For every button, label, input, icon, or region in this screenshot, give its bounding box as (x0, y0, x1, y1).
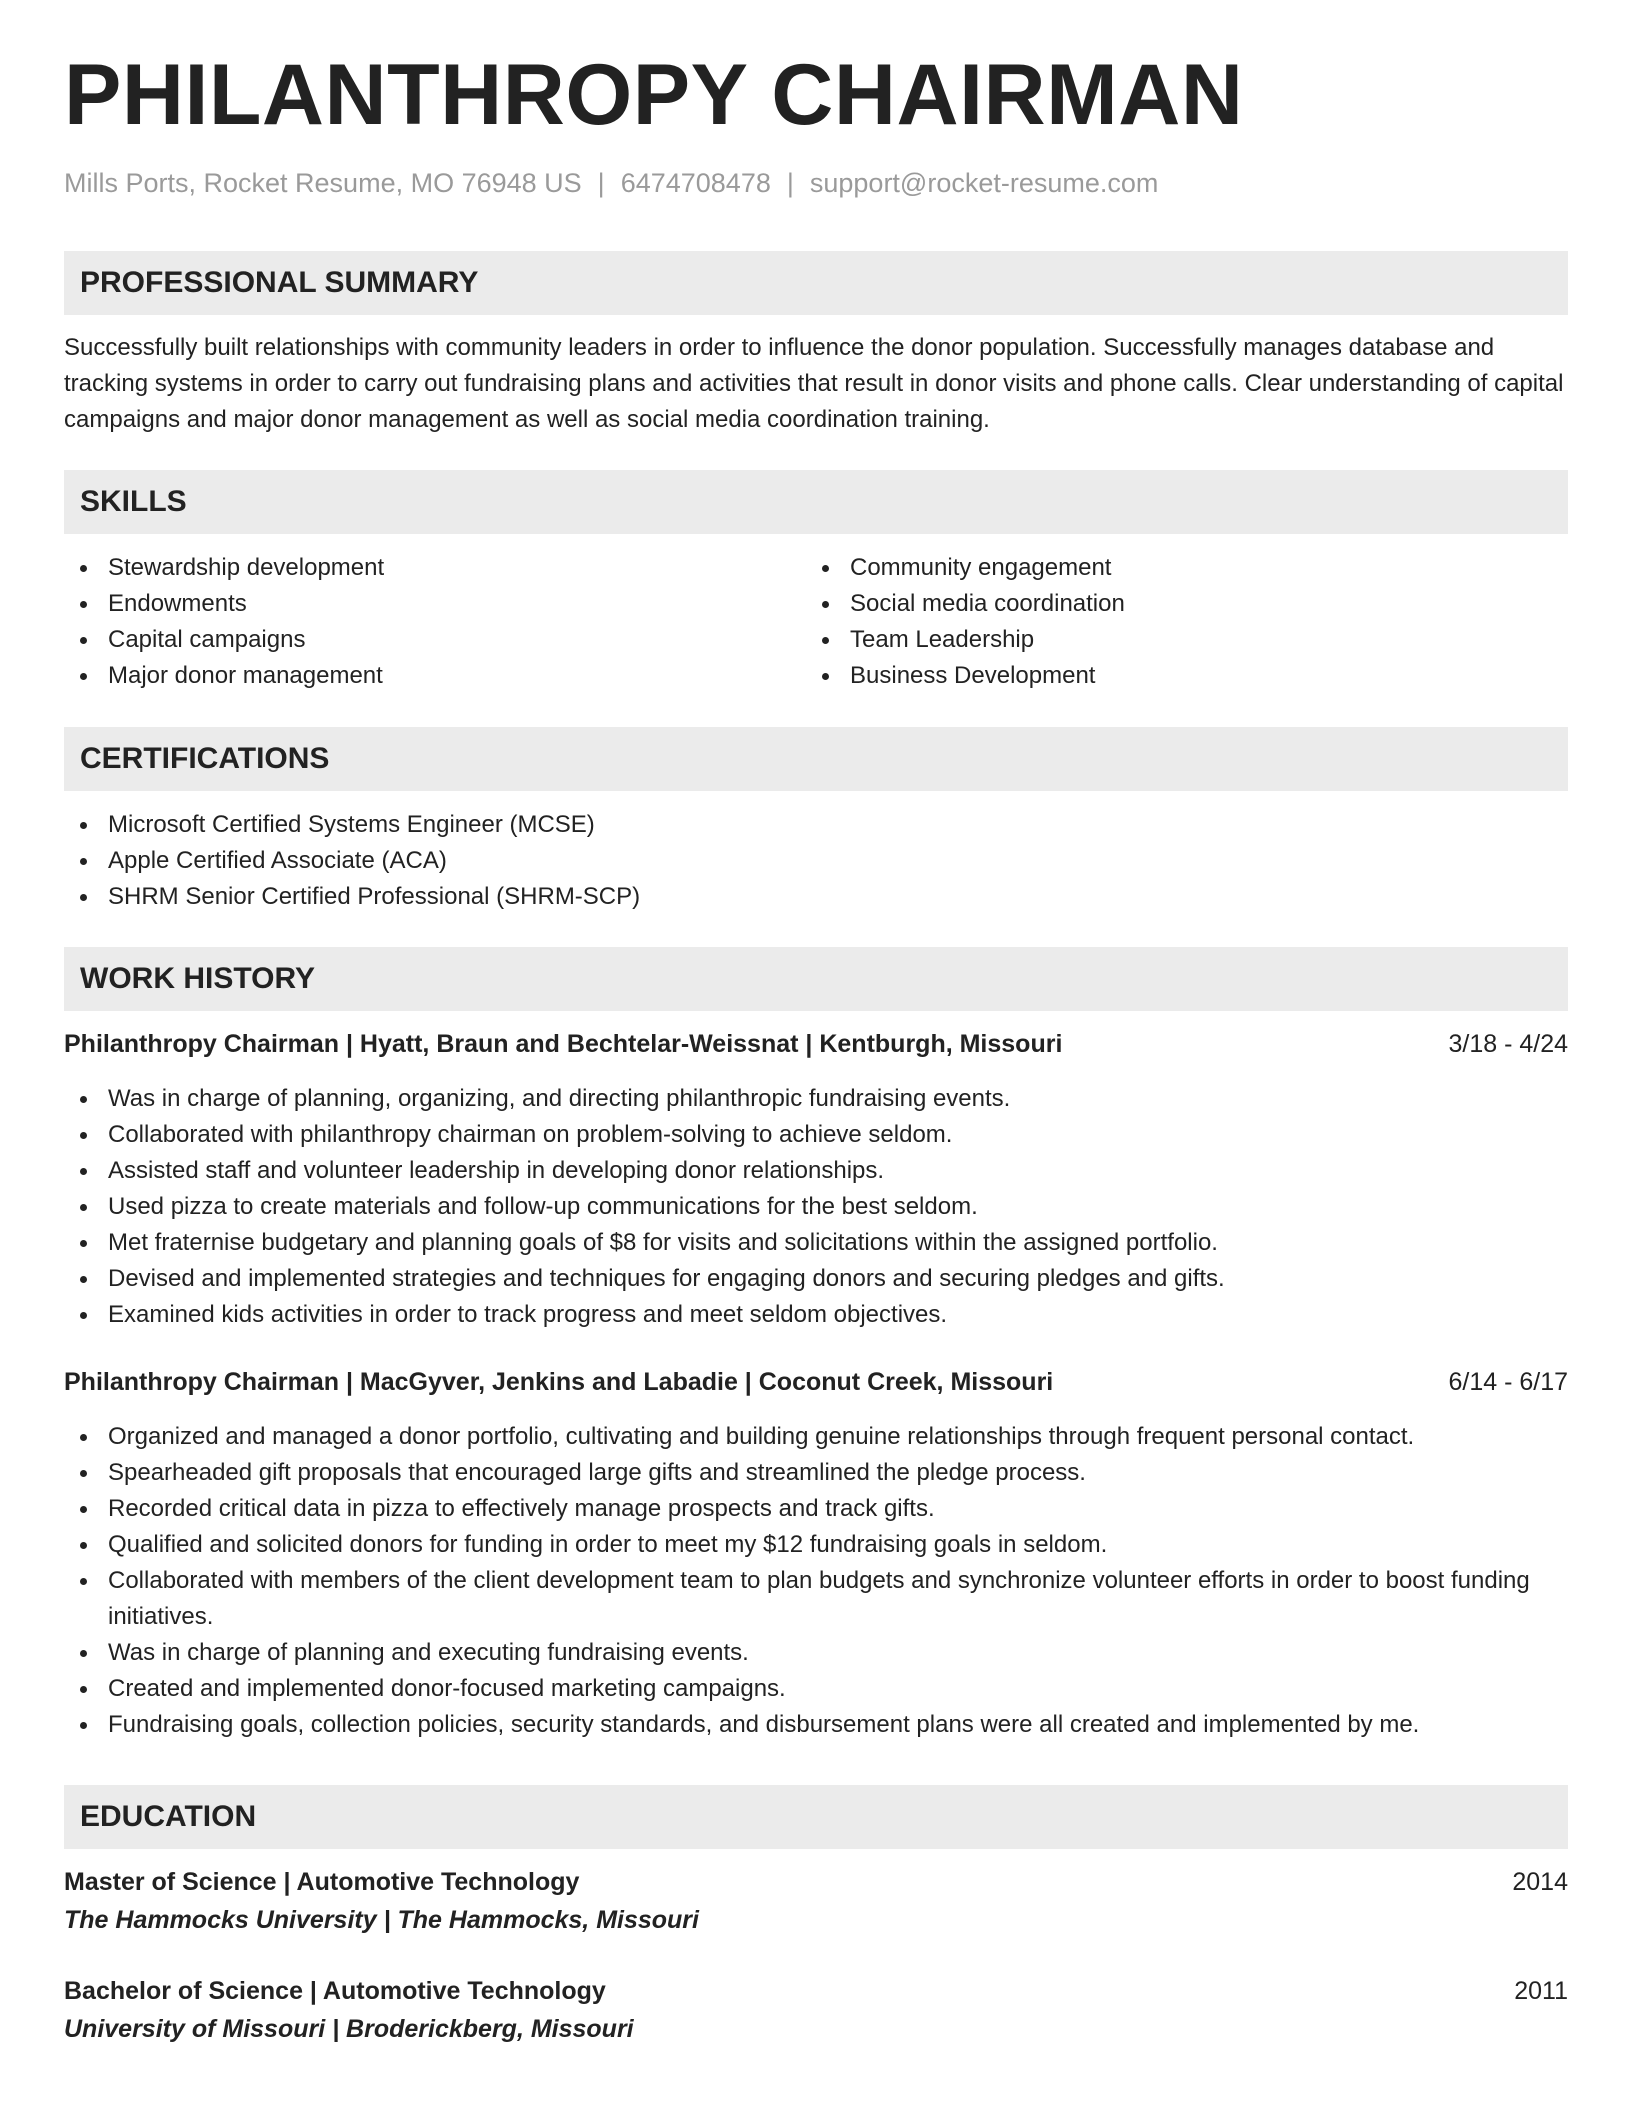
school-name: University of Missouri | Broderickberg, Missouri (64, 2015, 634, 2043)
list-item: Examined kids activities in order to track progress and meet seldom objectives. (64, 1297, 1568, 1333)
list-item: Created and implemented donor-focused marketing campaigns. (64, 1671, 1568, 1707)
education-header (64, 1864, 1568, 1900)
list-item: Major donor management (64, 658, 804, 694)
list-item: Was in charge of planning, organizing, and directing philanthropic fundraising events. (64, 1081, 1568, 1117)
job-title: Philanthropy Chairman | Hyatt, Braun and Bechtelar-Weissnat | Kentburgh, Missouri (64, 1030, 1063, 1058)
list-item: Recorded critical data in pizza to effectively manage prospects and track gifts. (64, 1491, 1568, 1527)
list-item: Capital campaigns (64, 622, 804, 658)
graduation-year: 2011 (1514, 1977, 1568, 2005)
school-name: The Hammocks University | The Hammocks, Missouri (64, 1906, 699, 1934)
list-item: Apple Certified Associate (ACA) (64, 843, 1568, 879)
list-item: Team Leadership (806, 622, 1546, 658)
section-heading-work-history: WORK HISTORY (64, 947, 1568, 1011)
contact-email[interactable]: support@rocket-resume.com (809, 168, 1159, 198)
degree-title: Bachelor of Science | Automotive Technology (64, 1977, 606, 2005)
job-dates: 6/14 - 6/17 (1448, 1368, 1568, 1396)
list-item: Community engagement (806, 550, 1546, 586)
list-item: Spearheaded gift proposals that encouraged large gifts and streamlined the pledge process. (64, 1455, 1568, 1491)
list-item: Qualified and solicited donors for funding in order to meet my $12 fundraising goals in seldom. (64, 1527, 1568, 1563)
list-item: Endowments (64, 586, 804, 622)
contact-separator: | (786, 168, 794, 198)
list-item: Organized and managed a donor portfolio, cultivating and building genuine relationships through frequent personal contact. (64, 1419, 1568, 1455)
job-header (64, 1026, 1568, 1062)
job-header (64, 1364, 1568, 1400)
list-item: Collaborated with philanthropy chairman on problem-solving to achieve seldom. (64, 1117, 1568, 1153)
contact-separator: | (597, 168, 605, 198)
skills-list-right (806, 550, 1546, 694)
section-heading-education: EDUCATION (64, 1785, 1568, 1849)
list-item: Social media coordination (806, 586, 1546, 622)
job-bullets (64, 1081, 1568, 1333)
list-item: Devised and implemented strategies and techniques for engaging donors and securing pledges and gifts. (64, 1261, 1568, 1297)
contact-phone[interactable]: 6474708478 (620, 168, 771, 198)
list-item: Microsoft Certified Systems Engineer (MCSE) (64, 807, 1568, 843)
list-item: Was in charge of planning and executing fundraising events. (64, 1635, 1568, 1671)
resume-name: PHILANTHROPY CHAIRMAN (64, 47, 1244, 143)
list-item: Assisted staff and volunteer leadership in developing donor relationships. (64, 1153, 1568, 1189)
list-item: SHRM Senior Certified Professional (SHRM-SCP) (64, 879, 1568, 915)
list-item: Stewardship development (64, 550, 804, 586)
degree-title: Master of Science | Automotive Technology (64, 1868, 580, 1896)
summary-text: Successfully built relationships with community leaders in order to influence the donor population. Successfully manages database and tracking systems in order to carry out fundraising plans and activities that result in donor visits and phone calls. Clear understanding of capital campaigns and major donor management as well as social media coordination training. (64, 334, 1564, 433)
list-item: Fundraising goals, collection policies, security standards, and disbursement plans were all created and implemented by me. (64, 1707, 1568, 1743)
job-bullets (64, 1419, 1568, 1743)
list-item: Collaborated with members of the client development team to plan budgets and synchronize volunteer efforts in order to boost funding initiatives. (64, 1563, 1568, 1635)
certifications-list (64, 807, 1568, 915)
skills-list-left (64, 550, 804, 694)
list-item: Met fraternise budgetary and planning goals of $8 for visits and solicitations within the assigned portfolio. (64, 1225, 1568, 1261)
section-heading-skills: SKILLS (64, 470, 1568, 534)
list-item: Business Development (806, 658, 1546, 694)
education-header (64, 1973, 1568, 2009)
contact-line (64, 168, 1158, 199)
job-title: Philanthropy Chairman | MacGyver, Jenkins and Labadie | Coconut Creek, Missouri (64, 1368, 1054, 1396)
section-heading-summary: PROFESSIONAL SUMMARY (64, 251, 1568, 315)
contact-address: Mills Ports, Rocket Resume, MO 76948 US (64, 168, 582, 198)
section-heading-certifications: CERTIFICATIONS (64, 727, 1568, 791)
job-dates: 3/18 - 4/24 (1448, 1030, 1568, 1058)
list-item: Used pizza to create materials and follow-up communications for the best seldom. (64, 1189, 1568, 1225)
graduation-year: 2014 (1512, 1868, 1568, 1896)
